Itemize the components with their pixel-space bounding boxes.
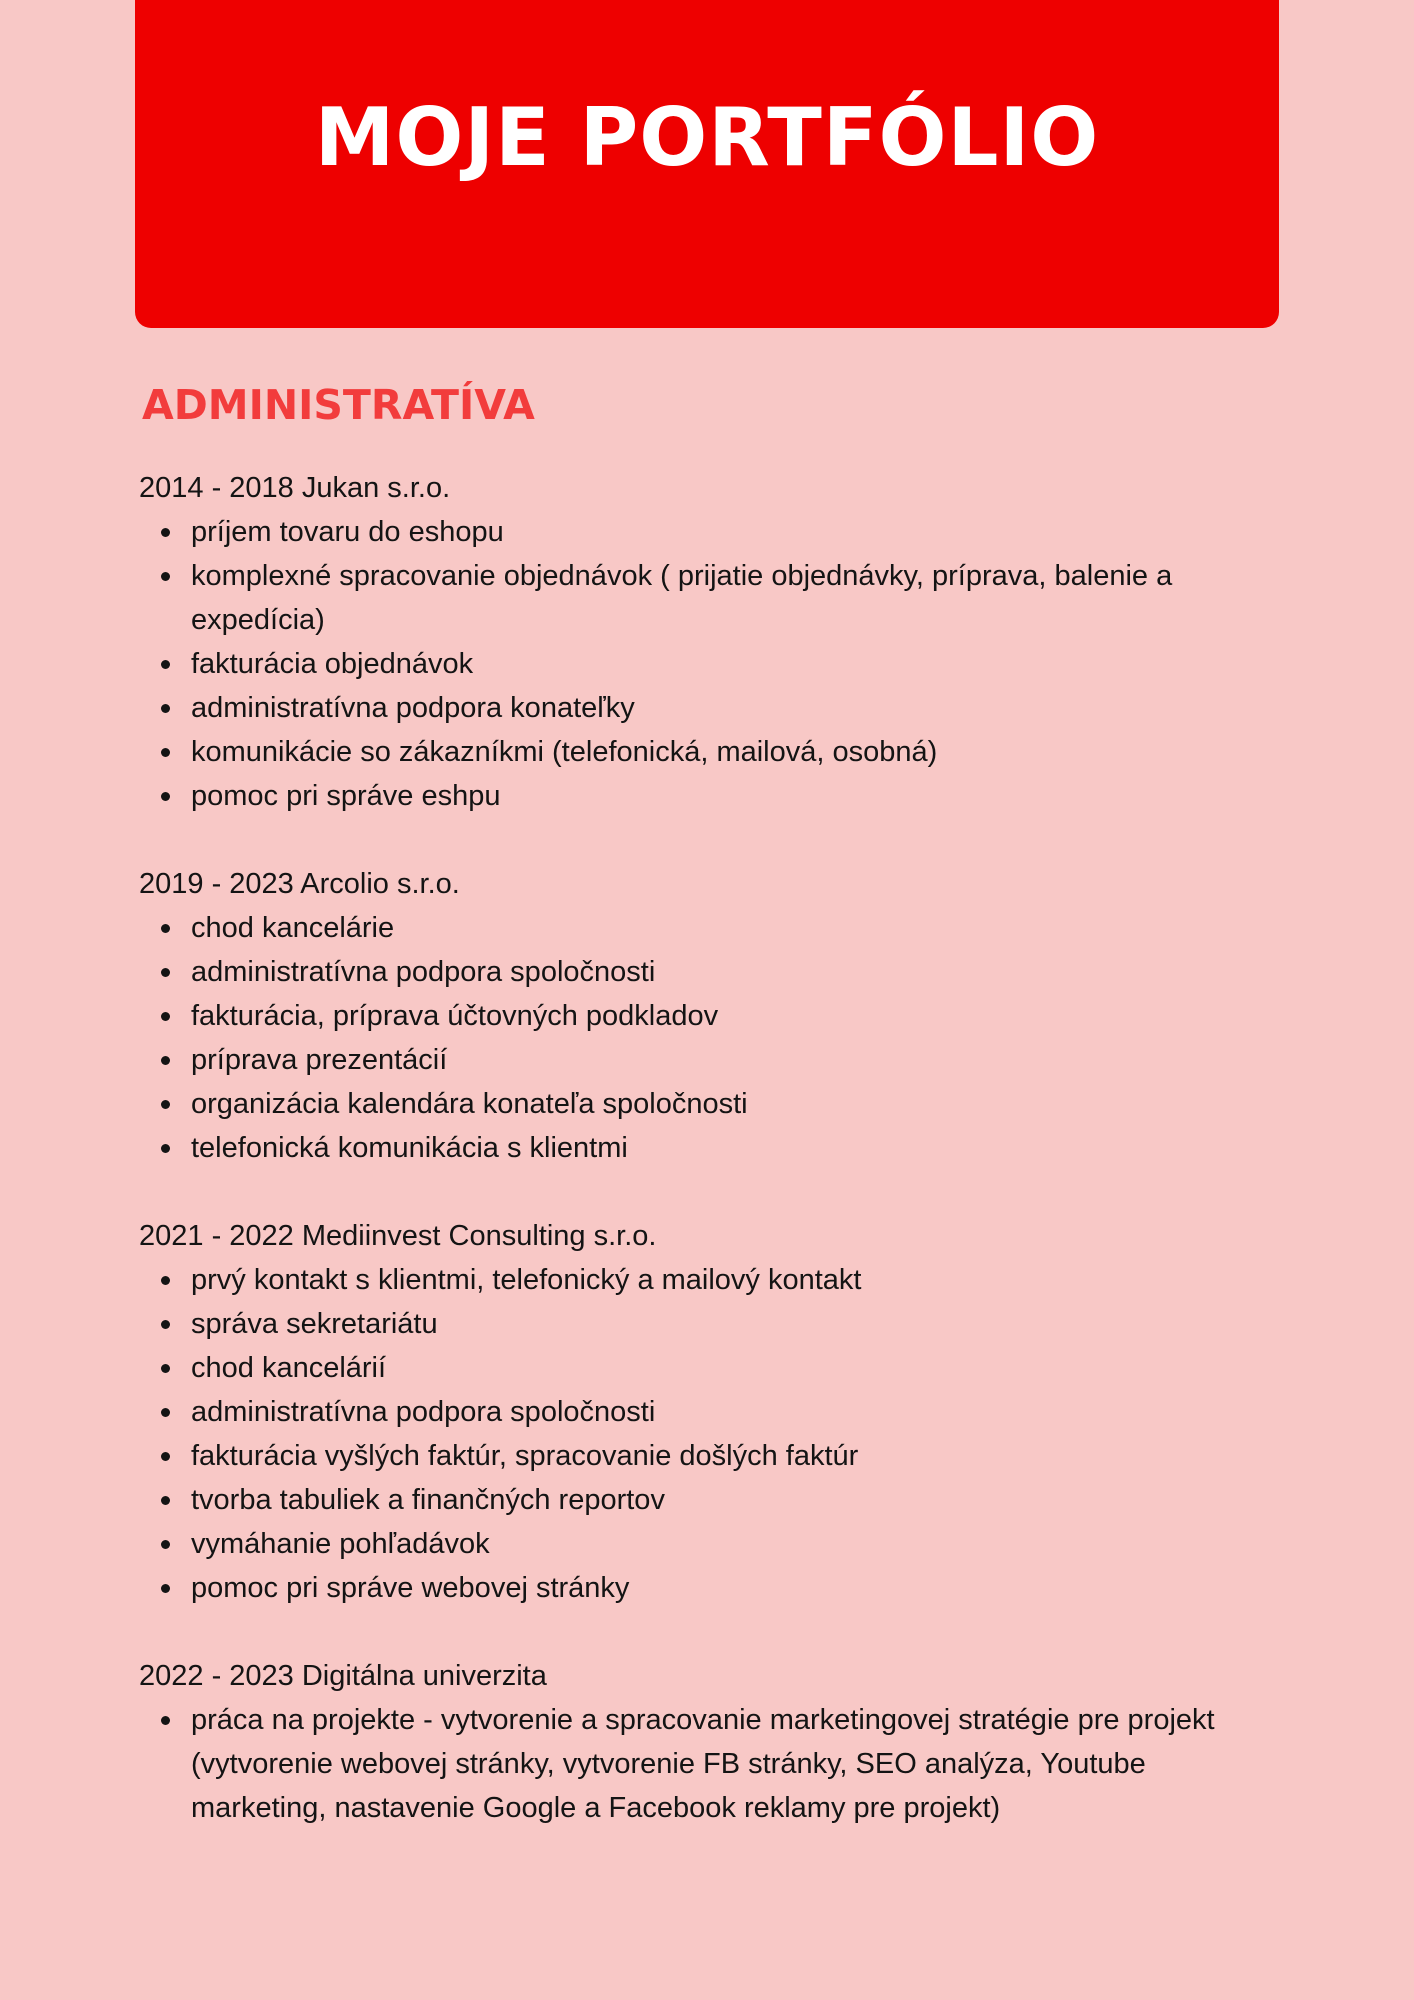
duty-item: prvý kontakt s klientmi, telefonický a mailový kontakt (139, 1258, 1279, 1302)
job-entry (139, 466, 1279, 818)
page-title: MOJE PORTFÓLIO (314, 91, 1100, 184)
section-heading: ADMINISTRATÍVA (142, 381, 535, 429)
duty-item: chod kancelárií (139, 1346, 1279, 1390)
duty-item: tvorba tabuliek a finančných reportov (139, 1478, 1279, 1522)
duty-list (139, 906, 1279, 1170)
duty-item: organizácia kalendára konateľa spoločnosti (139, 1082, 1279, 1126)
duty-item: administratívna podpora konateľky (139, 686, 1279, 730)
duty-item: fakturácia objednávok (139, 642, 1279, 686)
job-title: 2022 - 2023 Digitálna univerzita (139, 1660, 547, 1692)
duty-item: správa sekretariátu (139, 1302, 1279, 1346)
duty-item: fakturácia, príprava účtovných podkladov (139, 994, 1279, 1038)
duty-list (139, 1698, 1279, 1830)
duty-item: administratívna podpora spoločnosti (139, 1390, 1279, 1434)
duty-item: vymáhanie pohľadávok (139, 1522, 1279, 1566)
duty-item: fakturácia vyšlých faktúr, spracovanie došlých faktúr (139, 1434, 1279, 1478)
portfolio-content (139, 375, 1279, 1874)
duty-item: komunikácie so zákazníkmi (telefonická, mailová, osobná) (139, 730, 1279, 774)
duty-list (139, 510, 1279, 818)
duty-item: príjem tovaru do eshopu (139, 510, 1279, 554)
job-entry (139, 1214, 1279, 1610)
duty-item: komplexné spracovanie objednávok ( prijatie objednávky, príprava, balenie a expedícia) (139, 554, 1279, 642)
duty-item: práca na projekte - vytvorenie a spracovanie marketingovej stratégie pre projekt (vytvorenie webovej stránky, vytvorenie FB stránky, SEO analýza, Youtube marketing, nastavenie Google a Facebook reklamy pre projekt) (139, 1698, 1279, 1830)
duty-item: telefonická komunikácia s klientmi (139, 1126, 1279, 1170)
duty-item: pomoc pri správe eshpu (139, 774, 1279, 818)
duty-list (139, 1258, 1279, 1610)
duty-item: príprava prezentácií (139, 1038, 1279, 1082)
duty-item: pomoc pri správe webovej stránky (139, 1566, 1279, 1610)
duty-item: administratívna podpora spoločnosti (139, 950, 1279, 994)
header-banner (135, 0, 1279, 328)
duty-item: chod kancelárie (139, 906, 1279, 950)
job-title: 2019 - 2023 Arcolio s.r.o. (139, 868, 460, 900)
job-entry (139, 862, 1279, 1170)
job-entry (139, 1654, 1279, 1830)
job-title: 2014 - 2018 Jukan s.r.o. (139, 472, 451, 504)
job-title: 2021 - 2022 Mediinvest Consulting s.r.o. (139, 1220, 657, 1252)
